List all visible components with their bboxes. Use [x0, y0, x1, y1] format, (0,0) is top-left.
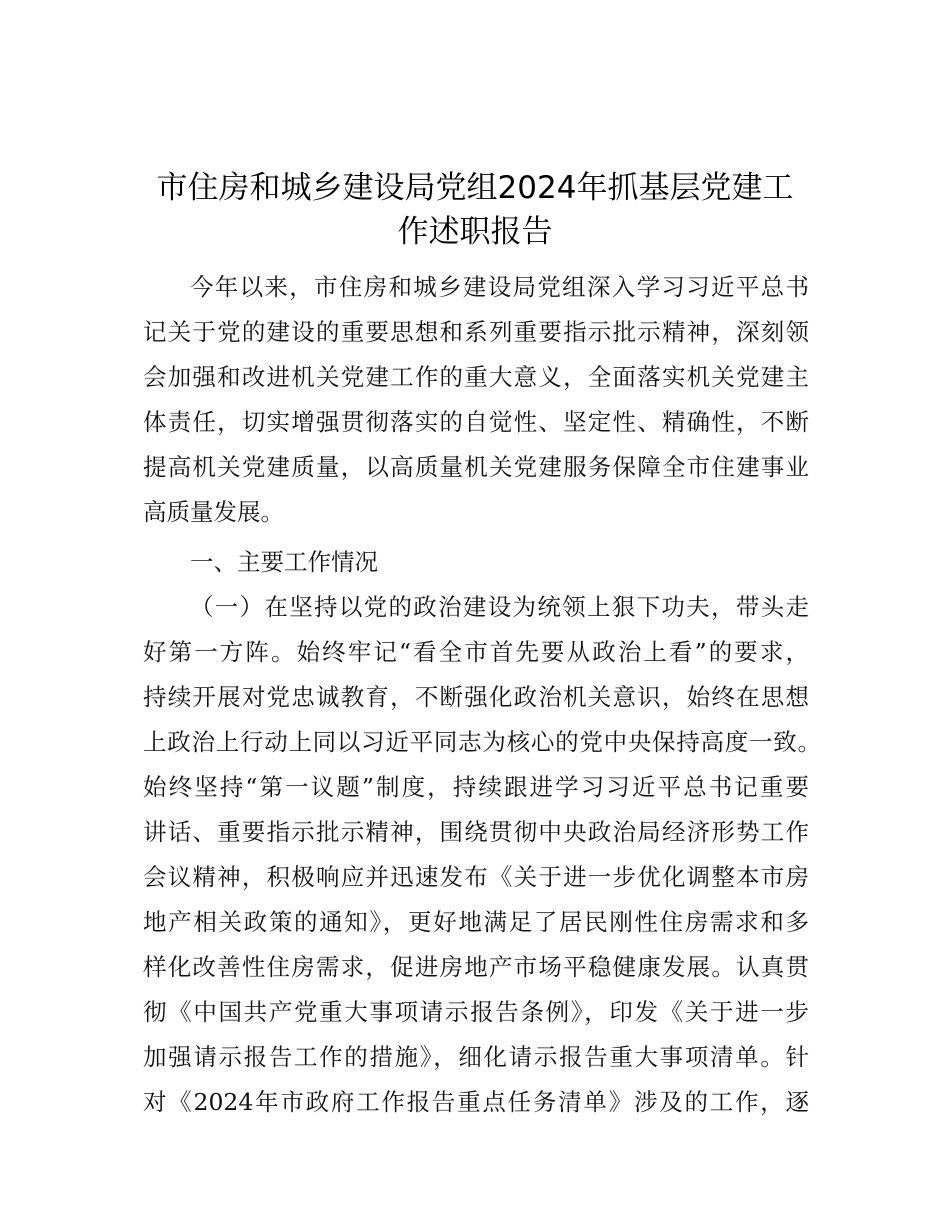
text-line: 今年以来，市住房和城乡建设局党组深入学习习近平总书	[190, 273, 809, 301]
text-line: 提高机关党建质量，以高质量机关党建服务保障全市住建事业	[143, 453, 809, 481]
text-line: 会加强和改进机关党建工作的重大意义，全面落实机关党建主	[143, 363, 809, 391]
text-line: 样化改善性住房需求，促进房地产市场平稳健康发展。认真贯	[143, 953, 809, 981]
text-line: 体责任，切实增强贯彻落实的自觉性、坚定性、精确性，不断	[143, 408, 809, 436]
heading-line: 一、主要工作情况	[190, 548, 378, 576]
document-title	[0, 166, 950, 254]
text-line: 上政治上行动上同以习近平同志为核心的党中央保持高度一致。	[143, 728, 821, 756]
text-line: 地产相关政策的通知》，更好地满足了居民刚性住房需求和多	[143, 908, 809, 936]
text-line: 始终坚持“第一议题”制度，持续跟进学习习近平总书记重要	[143, 773, 809, 801]
title-line-1: 市住房和城乡建设局党组2024年抓基层党建工	[156, 170, 794, 206]
document-body	[143, 265, 821, 1125]
text-line: 讲话、重要指示批示精神，围绕贯彻中央政治局经济形势工作	[143, 818, 809, 846]
text-line: 加强请示报告工作的措施》，细化请示报告重大事项清单。针	[143, 1043, 809, 1071]
text-line: 高质量发展。	[143, 498, 284, 526]
text-line: 记关于党的建设的重要思想和系列重要指示批示精神，深刻领	[143, 318, 809, 346]
text-line: 会议精神，积极响应并迅速发布《关于进一步优化调整本市房	[143, 863, 809, 891]
title-line-2: 作述职报告	[397, 214, 553, 250]
text-line: 对《2024年市政府工作报告重点任务清单》涉及的工作，逐	[143, 1088, 809, 1116]
text-line: （一）在坚持以党的政治建设为统领上狠下功夫，带头走	[190, 593, 809, 621]
text-line: 持续开展对党忠诚教育，不断强化政治机关意识，始终在思想	[143, 683, 809, 711]
section-heading	[143, 540, 809, 585]
section-paragraph	[143, 585, 821, 1125]
intro-paragraph	[143, 265, 809, 535]
text-line: 好第一方阵。始终牢记“看全市首先要从政治上看”的要求，	[143, 638, 809, 666]
text-line: 彻《中国共产党重大事项请示报告条例》，印发《关于进一步	[143, 998, 809, 1026]
